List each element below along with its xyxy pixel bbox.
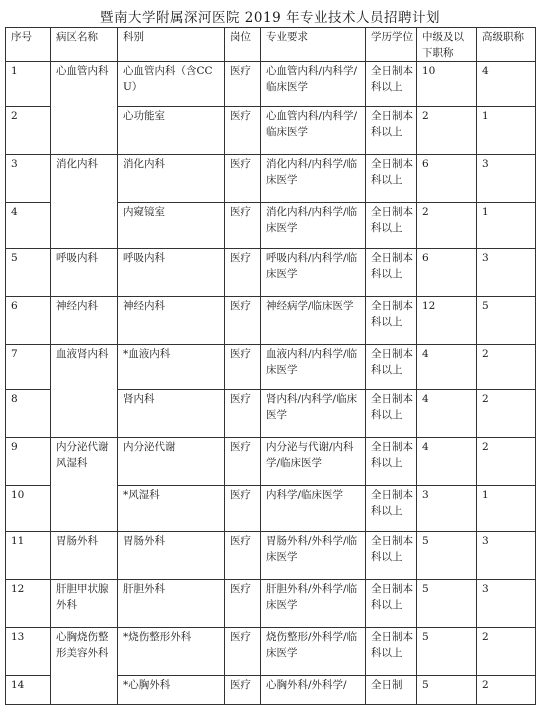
cell-post: 医疗 bbox=[225, 249, 261, 297]
table-row bbox=[6, 438, 536, 486]
cell-edu: 全日制本科以上 bbox=[366, 580, 417, 628]
cell-post: 医疗 bbox=[225, 203, 261, 249]
cell-senior: 1 bbox=[477, 203, 536, 249]
cell-no: 11 bbox=[6, 532, 51, 580]
recruitment-table bbox=[5, 27, 536, 705]
cell-senior: 1 bbox=[477, 107, 536, 155]
cell-major: 烧伤整形/外科学/临床医学 bbox=[261, 628, 366, 676]
cell-dept: 消化内科 bbox=[118, 155, 225, 203]
cell-mid: 5 bbox=[417, 580, 477, 628]
table-row bbox=[6, 297, 536, 345]
cell-dept: 心功能室 bbox=[118, 107, 225, 155]
cell-senior: 2 bbox=[477, 438, 536, 486]
col-header-edu: 学历学位 bbox=[366, 28, 417, 62]
col-header-mid: 中级及以下职称 bbox=[417, 28, 477, 62]
cell-post: 医疗 bbox=[225, 155, 261, 203]
cell-ward: 胃肠外科 bbox=[51, 532, 118, 580]
table-row bbox=[6, 155, 536, 203]
cell-major: 消化内科/内科学/临床医学 bbox=[261, 203, 366, 249]
cell-major: 心胸外科/外科学/ bbox=[261, 676, 366, 705]
cell-edu: 全日制本科以上 bbox=[366, 345, 417, 390]
cell-mid: 5 bbox=[417, 676, 477, 705]
table-row bbox=[6, 249, 536, 297]
cell-no: 13 bbox=[6, 628, 51, 676]
cell-ward: 呼吸内科 bbox=[51, 249, 118, 297]
cell-ward: 心血管内科 bbox=[51, 62, 118, 155]
cell-major: 内分泌与代谢/内科学/临床医学 bbox=[261, 438, 366, 486]
cell-post: 医疗 bbox=[225, 438, 261, 486]
header-row bbox=[6, 28, 536, 62]
col-header-major: 专业要求 bbox=[261, 28, 366, 62]
cell-edu: 全日制 bbox=[366, 676, 417, 705]
table-row bbox=[6, 628, 536, 676]
cell-mid: 3 bbox=[417, 486, 477, 532]
cell-no: 14 bbox=[6, 676, 51, 705]
cell-dept: 心血管内科（含CCU） bbox=[118, 62, 225, 107]
cell-dept: *心胸外科 bbox=[118, 676, 225, 705]
cell-mid: 5 bbox=[417, 532, 477, 580]
cell-senior: 3 bbox=[477, 249, 536, 297]
cell-edu: 全日制本科以上 bbox=[366, 532, 417, 580]
cell-post: 医疗 bbox=[225, 486, 261, 532]
cell-mid: 4 bbox=[417, 390, 477, 438]
col-header-dept: 科别 bbox=[118, 28, 225, 62]
cell-senior: 1 bbox=[477, 486, 536, 532]
cell-mid: 2 bbox=[417, 203, 477, 249]
cell-edu: 全日制本科以上 bbox=[366, 438, 417, 486]
cell-major: 消化内科/内科学/临床医学 bbox=[261, 155, 366, 203]
cell-dept: *血液内科 bbox=[118, 345, 225, 390]
cell-dept: 肾内科 bbox=[118, 390, 225, 438]
col-header-post: 岗位 bbox=[225, 28, 261, 62]
cell-no: 2 bbox=[6, 107, 51, 155]
cell-major: 呼吸内科/内科学/临床医学 bbox=[261, 249, 366, 297]
cell-major: 肝胆外科/外科学/临床医学 bbox=[261, 580, 366, 628]
cell-edu: 全日制本科以上 bbox=[366, 107, 417, 155]
cell-major: 内科学/临床医学 bbox=[261, 486, 366, 532]
cell-no: 3 bbox=[6, 155, 51, 203]
cell-no: 4 bbox=[6, 203, 51, 249]
cell-major: 肾内科/内科学/临床医学 bbox=[261, 390, 366, 438]
cell-no: 1 bbox=[6, 62, 51, 107]
cell-edu: 全日制本科以上 bbox=[366, 155, 417, 203]
cell-dept: 内分泌代谢 bbox=[118, 438, 225, 486]
cell-major: 心血管内科/内科学/临床医学 bbox=[261, 107, 366, 155]
cell-mid: 4 bbox=[417, 438, 477, 486]
cell-edu: 全日制本科以上 bbox=[366, 249, 417, 297]
cell-senior: 3 bbox=[477, 532, 536, 580]
cell-senior: 4 bbox=[477, 62, 536, 107]
cell-post: 医疗 bbox=[225, 580, 261, 628]
cell-ward: 肝胆甲状腺外科 bbox=[51, 580, 118, 628]
col-header-senior: 高级职称 bbox=[477, 28, 536, 62]
cell-post: 医疗 bbox=[225, 107, 261, 155]
cell-senior: 2 bbox=[477, 628, 536, 676]
col-header-no: 序号 bbox=[6, 28, 51, 62]
cell-dept: 呼吸内科 bbox=[118, 249, 225, 297]
cell-post: 医疗 bbox=[225, 345, 261, 390]
cell-mid: 12 bbox=[417, 297, 477, 345]
cell-no: 12 bbox=[6, 580, 51, 628]
cell-major: 心血管内科/内科学/临床医学 bbox=[261, 62, 366, 107]
cell-post: 医疗 bbox=[225, 390, 261, 438]
cell-mid: 10 bbox=[417, 62, 477, 107]
table-row bbox=[6, 532, 536, 580]
cell-dept: *烧伤整形外科 bbox=[118, 628, 225, 676]
cell-senior: 3 bbox=[477, 580, 536, 628]
cell-edu: 全日制本科以上 bbox=[366, 486, 417, 532]
cell-dept: 肝胆外科 bbox=[118, 580, 225, 628]
page-title: 暨南大学附属深河医院 2019 年专业技术人员招聘计划 bbox=[100, 10, 440, 26]
cell-dept: *风湿科 bbox=[118, 486, 225, 532]
cell-post: 医疗 bbox=[225, 532, 261, 580]
cell-senior: 3 bbox=[477, 155, 536, 203]
table-row bbox=[6, 580, 536, 628]
cell-mid: 6 bbox=[417, 249, 477, 297]
cell-ward: 血液肾内科 bbox=[51, 345, 118, 438]
cell-no: 9 bbox=[6, 438, 51, 486]
cell-no: 5 bbox=[6, 249, 51, 297]
cell-senior: 5 bbox=[477, 297, 536, 345]
cell-mid: 6 bbox=[417, 155, 477, 203]
cell-dept: 神经内科 bbox=[118, 297, 225, 345]
col-header-ward: 病区名称 bbox=[51, 28, 118, 62]
cell-ward: 心胸烧伤整形美容外科 bbox=[51, 628, 118, 705]
cell-ward: 消化内科 bbox=[51, 155, 118, 249]
cell-edu: 全日制本科以上 bbox=[366, 203, 417, 249]
cell-dept: 内窥镜室 bbox=[118, 203, 225, 249]
table-row bbox=[6, 345, 536, 390]
cell-edu: 全日制本科以上 bbox=[366, 628, 417, 676]
cell-ward: 神经内科 bbox=[51, 297, 118, 345]
cell-major: 神经病学/临床医学 bbox=[261, 297, 366, 345]
cell-senior: 2 bbox=[477, 390, 536, 438]
cell-ward: 内分泌代谢风湿科 bbox=[51, 438, 118, 532]
cell-senior: 2 bbox=[477, 345, 536, 390]
cell-post: 医疗 bbox=[225, 628, 261, 676]
cell-edu: 全日制本科以上 bbox=[366, 390, 417, 438]
cell-no: 8 bbox=[6, 390, 51, 438]
cell-no: 6 bbox=[6, 297, 51, 345]
cell-major: 胃肠外科/外科学/临床医学 bbox=[261, 532, 366, 580]
cell-mid: 5 bbox=[417, 628, 477, 676]
cell-edu: 全日制本科以上 bbox=[366, 62, 417, 107]
cell-post: 医疗 bbox=[225, 297, 261, 345]
cell-senior: 2 bbox=[477, 676, 536, 705]
cell-edu: 全日制本科以上 bbox=[366, 297, 417, 345]
table-row bbox=[6, 62, 536, 107]
cell-mid: 2 bbox=[417, 107, 477, 155]
cell-post: 医疗 bbox=[225, 62, 261, 107]
cell-dept: 胃肠外科 bbox=[118, 532, 225, 580]
cell-no: 7 bbox=[6, 345, 51, 390]
cell-post: 医疗 bbox=[225, 676, 261, 705]
cell-major: 血液内科/内科学/临床医学 bbox=[261, 345, 366, 390]
cell-mid: 4 bbox=[417, 345, 477, 390]
cell-no: 10 bbox=[6, 486, 51, 532]
